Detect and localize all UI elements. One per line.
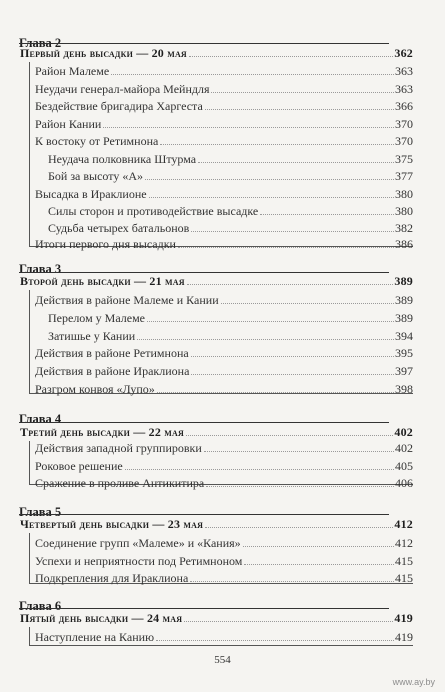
entry-page: 363 bbox=[395, 82, 413, 96]
entry-page: 402 bbox=[394, 425, 413, 439]
entry-page: 389 bbox=[395, 311, 413, 325]
entry-title: Неудачи генерал-майора Мейндля bbox=[35, 82, 210, 96]
chapter-main-entry[interactable] bbox=[20, 517, 413, 531]
entry-title: Роковое решение bbox=[35, 459, 123, 473]
dot-leader bbox=[147, 321, 394, 322]
chapter-main-entry[interactable] bbox=[20, 425, 413, 439]
entry-page: 402 bbox=[395, 441, 413, 455]
entry-title: Второй день высадки — 21 мая bbox=[20, 274, 185, 288]
entry-page: 380 bbox=[395, 187, 413, 201]
entry-title: Судьба четырех батальонов bbox=[48, 221, 190, 235]
bracket-line bbox=[29, 290, 30, 393]
toc-entry[interactable] bbox=[35, 134, 413, 148]
chapter-rule bbox=[19, 608, 389, 609]
chapter-rule bbox=[19, 272, 389, 273]
dot-leader bbox=[103, 127, 394, 128]
toc-subentry[interactable] bbox=[48, 311, 413, 325]
toc-entry[interactable] bbox=[35, 99, 413, 113]
bracket-foot bbox=[29, 645, 413, 646]
entry-page: 389 bbox=[394, 274, 413, 288]
entry-title: Успехи и неприятности под Ретимноном bbox=[35, 554, 243, 568]
entry-title: Бездействие бригадира Харгеста bbox=[35, 99, 203, 113]
chapter-rule bbox=[19, 43, 389, 44]
entry-page: 382 bbox=[395, 221, 413, 235]
bracket-line bbox=[29, 62, 30, 246]
entry-page: 389 bbox=[395, 293, 413, 307]
watermark: www.ay.by bbox=[392, 677, 435, 687]
entry-page: 370 bbox=[395, 134, 413, 148]
toc-entry[interactable] bbox=[35, 117, 413, 131]
entry-page: 405 bbox=[395, 459, 413, 473]
entry-title: Действия в районе Ретимнона bbox=[35, 346, 189, 360]
toc-entry[interactable] bbox=[35, 382, 413, 396]
dot-leader bbox=[221, 303, 394, 304]
dot-leader bbox=[178, 247, 394, 248]
entry-title: Третий день высадки — 22 мая bbox=[20, 425, 184, 439]
entry-page: 412 bbox=[394, 517, 413, 531]
entry-page: 377 bbox=[395, 169, 413, 183]
entry-title: Высадка в Ираклионе bbox=[35, 187, 147, 201]
entry-title: Действия в районе Ираклиона bbox=[35, 364, 190, 378]
chapter-main-entry[interactable] bbox=[20, 611, 413, 625]
toc-entry[interactable] bbox=[35, 441, 413, 455]
toc-entry[interactable] bbox=[35, 536, 413, 550]
entry-page: 412 bbox=[395, 536, 413, 550]
entry-title: Бой за высоту «А» bbox=[48, 169, 144, 183]
toc-subentry[interactable] bbox=[48, 329, 413, 343]
dot-leader bbox=[149, 197, 394, 198]
toc-entry[interactable] bbox=[35, 459, 413, 473]
dot-leader bbox=[189, 56, 393, 57]
entry-title: К востоку от Ретимнона bbox=[35, 134, 159, 148]
dot-leader bbox=[190, 581, 394, 582]
entry-page: 415 bbox=[395, 571, 413, 585]
entry-page: 375 bbox=[395, 152, 413, 166]
entry-title: Итоги первого дня высадки bbox=[35, 237, 176, 251]
dot-leader bbox=[137, 339, 394, 340]
dot-leader bbox=[111, 74, 394, 75]
chapter-label: Глава 4 bbox=[19, 412, 62, 426]
dot-leader bbox=[211, 92, 394, 93]
chapter-label: Глава 2 bbox=[19, 36, 62, 50]
toc-entry[interactable] bbox=[35, 571, 413, 585]
chapter-label: Глава 3 bbox=[19, 262, 62, 276]
dot-leader bbox=[205, 109, 394, 110]
entry-page: 398 bbox=[395, 382, 413, 396]
page-number: 554 bbox=[214, 654, 231, 666]
bracket-line bbox=[29, 441, 30, 484]
bracket-line bbox=[29, 533, 30, 583]
dot-leader bbox=[243, 546, 394, 547]
toc-subentry[interactable] bbox=[48, 204, 413, 218]
chapter-label: Глава 5 bbox=[19, 505, 62, 519]
entry-title: Район Кании bbox=[35, 117, 102, 131]
bracket-line bbox=[29, 627, 30, 645]
entry-page: 362 bbox=[394, 46, 413, 60]
toc-entry[interactable] bbox=[35, 476, 413, 490]
toc-subentry[interactable] bbox=[48, 152, 413, 166]
chapter-main-entry[interactable] bbox=[20, 274, 413, 288]
dot-leader bbox=[160, 144, 394, 145]
toc-entry[interactable] bbox=[35, 237, 413, 251]
entry-page: 370 bbox=[395, 117, 413, 131]
entry-title: Разгром конвоя «Лупо» bbox=[35, 382, 155, 396]
entry-title: Силы сторон и противодействие высадке bbox=[48, 204, 259, 218]
dot-leader bbox=[145, 179, 394, 180]
toc-entry[interactable] bbox=[35, 187, 413, 201]
entry-title: Действия в районе Малеме и Кании bbox=[35, 293, 219, 307]
dot-leader bbox=[191, 231, 394, 232]
entry-page: 406 bbox=[395, 476, 413, 490]
entry-page: 386 bbox=[395, 237, 413, 251]
toc-subentry[interactable] bbox=[48, 221, 413, 235]
entry-title: Перелом у Малеме bbox=[48, 311, 146, 325]
entry-page: 397 bbox=[395, 364, 413, 378]
dot-leader bbox=[156, 640, 394, 641]
entry-page: 366 bbox=[395, 99, 413, 113]
dot-leader bbox=[184, 621, 393, 622]
dot-leader bbox=[186, 435, 393, 436]
chapter-rule bbox=[19, 422, 389, 423]
entry-title: Четвертый день высадки — 23 мая bbox=[20, 517, 204, 531]
entry-page: 363 bbox=[395, 64, 413, 78]
entry-page: 395 bbox=[395, 346, 413, 360]
dot-leader bbox=[198, 162, 394, 163]
entry-page: 415 bbox=[395, 554, 413, 568]
chapter-main-entry[interactable] bbox=[20, 46, 413, 60]
entry-title: Район Малеме bbox=[35, 64, 110, 78]
entry-title: Неудача полковника Штурма bbox=[48, 152, 197, 166]
entry-title: Соединение групп «Малеме» и «Кания» bbox=[35, 536, 241, 550]
toc-entry[interactable] bbox=[35, 64, 413, 78]
dot-leader bbox=[244, 564, 394, 565]
entry-title: Подкрепления для Ираклиона bbox=[35, 571, 189, 585]
entry-page: 419 bbox=[394, 611, 413, 625]
toc-entry[interactable] bbox=[35, 293, 413, 307]
toc-entry[interactable] bbox=[35, 82, 413, 96]
entry-page: 419 bbox=[395, 630, 413, 644]
entry-page: 380 bbox=[395, 204, 413, 218]
toc-entry[interactable] bbox=[35, 346, 413, 360]
toc-entry[interactable] bbox=[35, 630, 413, 644]
entry-title: Наступление на Канию bbox=[35, 630, 155, 644]
entry-page: 394 bbox=[395, 329, 413, 343]
entry-title: Затишье у Кании bbox=[48, 329, 136, 343]
dot-leader bbox=[206, 486, 394, 487]
dot-leader bbox=[260, 214, 394, 215]
entry-title: Сражение в проливе Антикитира bbox=[35, 476, 205, 490]
dot-leader bbox=[191, 356, 394, 357]
dot-leader bbox=[205, 527, 393, 528]
dot-leader bbox=[191, 374, 394, 375]
toc-subentry[interactable] bbox=[48, 169, 413, 183]
entry-title: Действия западной группировки bbox=[35, 441, 202, 455]
entry-title: Первый день высадки — 20 мая bbox=[20, 46, 187, 60]
dot-leader bbox=[204, 451, 394, 452]
dot-leader bbox=[157, 392, 394, 393]
entry-title: Пятый день высадки — 24 мая bbox=[20, 611, 183, 625]
toc-entry[interactable] bbox=[35, 364, 413, 378]
toc-entry[interactable] bbox=[35, 554, 413, 568]
chapter-rule bbox=[19, 514, 389, 515]
chapter-label: Глава 6 bbox=[19, 599, 62, 613]
dot-leader bbox=[125, 469, 394, 470]
dot-leader bbox=[187, 284, 394, 285]
